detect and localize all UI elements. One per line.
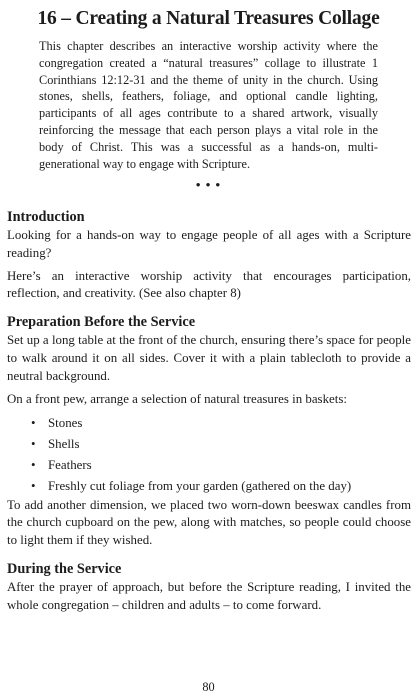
- preparation-paragraph-1: Set up a long table at the front of the church, ensuring there’s space for people to walk around it on all sides. Cover it with a plain tablecloth to provide a neutral background.: [7, 333, 411, 383]
- list-item: [7, 455, 411, 476]
- chapter-abstract: This chapter describes an interactive worship activity where the congregation created a “natural treasures” collage to illustrate 1 Corinthians 12:12-31 and the theme of unity in the church. Using stones, shells, feathers, foliage, and optional candle lighting, participants of all ages contribute to a shared artwork, visually reinforcing the message that each person plays a vital role in the body of Christ. This was a successful as a hands-on, multi-generational way to engage with Scripture.: [39, 39, 378, 171]
- bullet-icon: •: [31, 478, 36, 493]
- list-item: [7, 476, 411, 497]
- bullet-icon: •: [31, 457, 36, 472]
- introduction-paragraph-2: Here’s an interactive worship activity that encourages participation, reflection, and creativity. (See also chapter 8): [7, 268, 411, 301]
- preparation-heading: Preparation Before the Service: [7, 314, 196, 331]
- section-ornament: • • •: [195, 177, 222, 192]
- page-number: 80: [202, 680, 215, 694]
- list-item: [7, 413, 411, 434]
- bullet-icon: •: [31, 437, 36, 452]
- introduction-heading: Introduction: [7, 209, 85, 225]
- chapter-body: [7, 208, 411, 615]
- chapter-title: 16 – Creating a Natural Treasures Collage: [37, 8, 380, 29]
- list-item-text: Shells: [48, 437, 80, 452]
- list-item-text: Stones: [48, 416, 83, 431]
- introduction-paragraph-1: Looking for a hands-on way to engage people of all ages with a Scripture reading?: [7, 228, 411, 260]
- bullet-icon: •: [31, 416, 36, 431]
- list-item: [7, 434, 411, 455]
- preparation-paragraph-3: To add another dimension, we placed two worn-down beeswax candles from the church cupboard on the pew, along with matches, so people could choose to light them if they wished.: [7, 497, 411, 548]
- during-paragraph-1: After the prayer of approach, but before the Scripture reading, I invited the whole congregation – children and adults – to come forward.: [7, 579, 411, 612]
- list-item-text: Feathers: [48, 457, 92, 472]
- treasures-list: [7, 413, 411, 496]
- during-heading: During the Service: [7, 560, 122, 577]
- list-item-text: Freshly cut foliage from your garden (gathered on the day): [48, 478, 352, 493]
- preparation-paragraph-2: On a front pew, arrange a selection of natural treasures in baskets:: [7, 391, 347, 406]
